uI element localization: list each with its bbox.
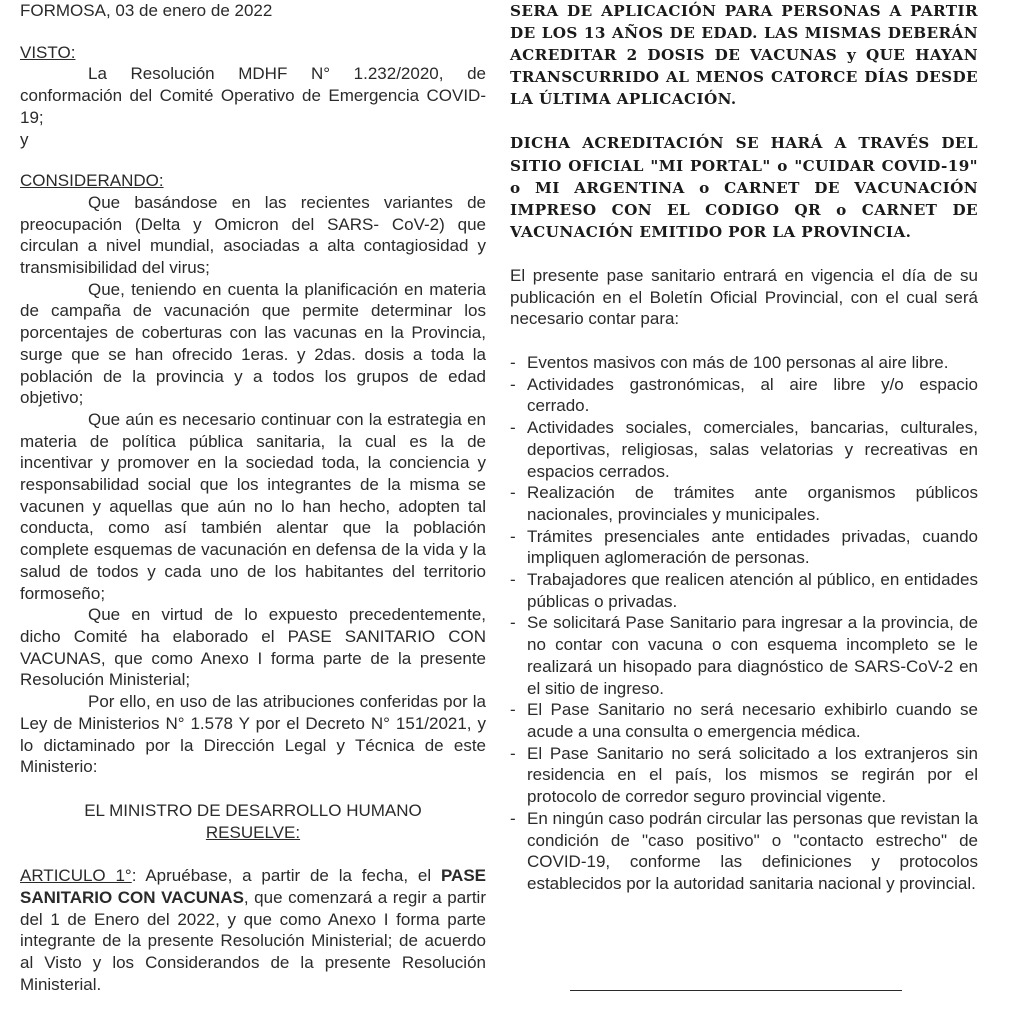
list-item [510,526,978,569]
articulo-lead: : Apruébase, a partir de la fecha, el [131,866,441,886]
bullet-dash: - [510,353,516,373]
considerando-paragraph: Por ello, en uso de las atribuciones conferidas por la Ley de Ministerios N° 1.578 Y por el Decreto N° 151/2021, y lo dictaminado por la Dirección Legal y Técnica de este Ministerio: [20,692,486,777]
articulo-bold: PASE SANITARIO CON VACUNAS [20,866,487,908]
articulo-label: ARTICULO 1° [20,866,132,886]
bullet-dash: - [510,526,516,546]
list-item-text: Trámites presenciales ante entidades privadas, cuando impliquen aglomeración de personas. [527,526,978,568]
right-column [510,0,978,895]
list-item-text: Realización de trámites ante organismos públicos nacionales, provinciales y municipales. [527,483,978,524]
bold-block-requirements: SERA DE APLICACIÓN PARA PERSONAS A PARTIR DE LOS 13 AÑOS DE EDAD. LAS MISMAS DEBERÁN ACREDITAR 2 DOSIS DE VACUNAS y QUE HAYAN TRANSCURRIDO AL MENOS CATORCE DÍAS DESDE LA ÚLTIMA APLICACIÓN. [510,2,978,109]
minister-title: EL MINISTRO DE DESARROLLO HUMANO [84,800,422,820]
bullet-dash: - [510,374,516,394]
requirements-list [510,352,978,895]
articulo-rest: , que comenzará a regir a partir del 1 de Enero del 2022, y que como Anexo I forma parte integrante de la presente Resolución Ministerial; de acuerdo al Visto y los Considerandos de la presente Resolución Ministerial. [20,888,486,994]
left-column [20,0,486,996]
bullet-dash: - [510,570,516,590]
list-item-text: El Pase Sanitario no será solicitado a los extranjeros sin residencia en el país, los mismos se regirán por el protocolo de corredor seguro provincial vigente. [527,743,978,807]
resuelve-heading [20,822,486,844]
bullet-dash: - [510,743,516,763]
list-item [510,352,978,374]
document-date: FORMOSA, 03 de enero de 2022 [20,1,273,20]
resuelve-label: RESUELVE: [205,822,301,842]
list-item-text: El Pase Sanitario no será necesario exhibirlo cuando se acude a una consulta o emergencia médica. [527,700,978,741]
list-item [510,374,978,417]
considerando-paragraph: Que, teniendo en cuenta la planificación en materia de campaña de vacunación que permite determinar los porcentajes de coberturas con las vacunas en la Provincia, surge que se han ofrecido 1eras. y 2das. dosis a toda la población de la provincia y a todos los grupos de edad objetivo; [20,279,486,408]
list-item-text: Trabajadores que realicen atención al público, en entidades públicas o privadas. [527,570,978,611]
list-item-text: Actividades gastronómicas, al aire libre y/o espacio cerrado. [527,374,978,416]
list-item-text: En ningún caso podrán circular las personas que revistan la condición de "caso positivo" o "contacto estrecho" de COVID-19, conforme las definiciones y protocolos establecidos por la autoridad sanitaria nacional y provincial. [527,808,978,893]
pase-intro: El presente pase sanitario entrará en vigencia el día de su publicación en el Boletín Oficial Provincial, con el cual será necesario contar para: [510,265,978,329]
considerando-heading: CONSIDERANDO: [20,171,164,191]
bullet-dash: - [510,808,516,828]
visto-text: La Resolución MDHF N° 1.232/2020, de conformación del Comité Operativo de Emergencia COVID-19; [20,64,486,127]
list-item [510,569,978,612]
bullet-dash: - [510,613,516,633]
bullet-dash: - [510,700,516,720]
list-item [510,417,978,482]
list-item [510,612,978,699]
bullet-dash: - [510,418,516,438]
list-item [510,808,978,895]
considerando-paragraph: Que basándose en las recientes variantes de preocupación (Delta y Omicron del SARS- CoV-2) que circulan a nivel mundial, asociadas a alta contagiosidad y transmisibilidad del virus; [20,192,486,278]
bullet-dash: - [510,483,516,503]
list-item [510,482,978,525]
list-item-text: Eventos masivos con más de 100 personas al aire libre. [527,353,949,373]
considerando-paragraph: Que en virtud de lo expuesto precedentemente, dicho Comité ha elaborado el PASE SANITARIO CON VACUNAS, que como Anexo I forma parte de la presente Resolución Ministerial; [20,605,486,690]
articulo-1 [20,865,486,995]
list-item [510,699,978,742]
considerando-paragraph: Que aún es necesario continuar con la estrategia en materia de política pública sanitaria, la cual es la de incentivar y promover en la sociedad toda, la conciencia y responsabilidad social que los integrantes de la misma se vacunen y aquellas que aún no lo han hecho, adopten tal conducta, como así también alentar que la población complete esquemas de vacunación en defensa de la vida y la salud de todos y cada uno de los habitantes del territorio formoseño; [20,409,486,603]
list-item [510,743,978,808]
bold-block-accreditation: DICHA ACREDITACIÓN SE HARÁ A TRAVÉS DEL SITIO OFICIAL "MI PORTAL" o "CUIDAR COVID-19" o MI ARGENTINA o CARNET DE VACUNACIÓN IMPRESO CON EL CODIGO QR o CARNET DE VACUNACIÓN EMITIDO POR LA PROVINCIA. [510,134,978,241]
list-item-text: Se solicitará Pase Sanitario para ingresar a la provincia, de no contar con vacuna o con esquema incompleto se le realizará un hisopado para diagnóstico de SARS-CoV-2 en el sitio de ingreso. [527,613,978,698]
closing-rule [570,990,902,991]
visto-y: y [20,129,29,149]
list-item-text: Actividades sociales, comerciales, bancarias, culturales, deportivas, religiosas, salas velatorias y recreativas en espacios cerrados. [527,418,978,481]
visto-heading: VISTO: [20,42,76,62]
